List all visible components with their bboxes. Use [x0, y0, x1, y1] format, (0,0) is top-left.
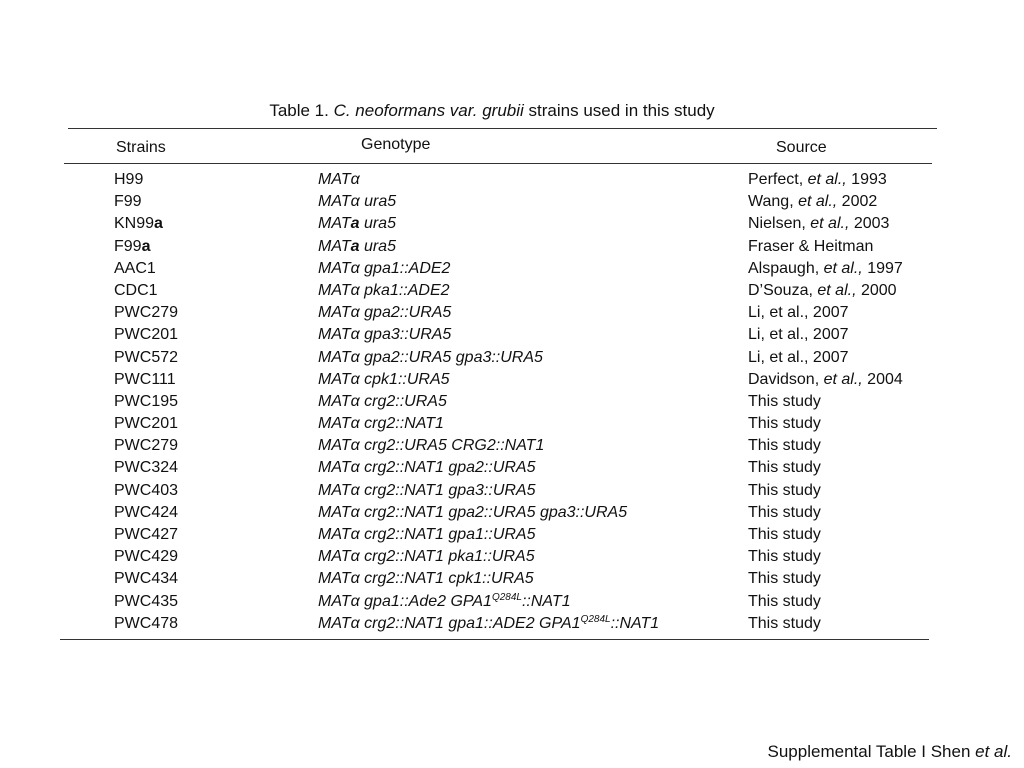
strain-cell — [114, 392, 178, 412]
genotype-superscript: Q284L — [580, 613, 611, 625]
genotype-text: MATα crg2::NAT1 gpa3::URA5 — [318, 481, 536, 499]
strain-table-body — [0, 170, 1024, 636]
table-row — [0, 214, 1024, 236]
footer-text: Supplemental Table I Shen — [767, 742, 976, 761]
source-author: Wang, — [748, 193, 799, 211]
table-row — [0, 170, 1024, 192]
strain-name: AAC1 — [114, 259, 156, 277]
genotype-text: MATα ura5 — [318, 193, 397, 211]
source-year: 2002 — [837, 193, 878, 211]
source-author: Nielsen, — [748, 215, 811, 233]
strain-name: PWC478 — [114, 614, 179, 632]
strain-mating-type: a — [154, 215, 163, 233]
strain-name: PWC434 — [114, 570, 179, 588]
strain-name: PWC279 — [114, 437, 179, 455]
source-cell — [748, 458, 821, 478]
strain-name: PWC572 — [114, 348, 179, 366]
genotype-text: MATα crg2::NAT1 gpa1::URA5 — [318, 526, 536, 543]
strain-name: CDC1 — [114, 281, 158, 299]
source-cell — [748, 192, 877, 212]
table-row — [0, 436, 1024, 458]
source-cell — [748, 259, 903, 279]
source-et-al: et al., — [807, 171, 847, 188]
source-cell — [748, 547, 821, 567]
genotype-superscript: Q284L — [491, 591, 522, 603]
genotype-text: MATα crg2::NAT1 gpa1::ADE2 GPA1 — [318, 614, 581, 632]
table-row — [0, 614, 1024, 636]
header-genotype: Genotype — [361, 136, 431, 153]
header-source: Source — [776, 139, 827, 156]
source-author: Perfect, — [748, 171, 808, 188]
source-author: This study — [748, 548, 821, 566]
table-caption — [0, 100, 1024, 122]
table-row — [0, 192, 1024, 214]
strain-name: PWC435 — [114, 592, 179, 610]
table-row — [0, 370, 1024, 392]
strain-cell — [114, 281, 158, 301]
source-author: This study — [748, 459, 821, 477]
genotype-cell — [318, 325, 451, 345]
strain-name: PWC195 — [114, 392, 179, 410]
table-row — [0, 303, 1024, 325]
source-cell — [748, 237, 873, 257]
strain-cell — [114, 259, 156, 279]
genotype-cell — [318, 569, 534, 589]
genotype-text: MAT — [318, 237, 351, 255]
strain-cell — [114, 503, 178, 523]
source-cell — [748, 481, 821, 501]
genotype-text: MAT — [318, 215, 351, 233]
source-cell — [748, 392, 821, 412]
bottom-rule — [60, 639, 929, 640]
genotype-cell — [318, 170, 360, 190]
strain-cell — [114, 614, 178, 634]
strain-name: PWC324 — [114, 459, 179, 477]
caption-suffix: strains used in this study — [523, 101, 715, 120]
strain-cell — [114, 170, 143, 190]
source-cell — [748, 614, 821, 634]
table-row — [0, 281, 1024, 303]
genotype-text: MATα crg2::URA5 — [318, 392, 447, 410]
strain-cell — [114, 481, 178, 501]
source-cell — [748, 170, 887, 190]
source-et-al: et al., — [810, 215, 850, 233]
genotype-text: MATα crg2::NAT1 cpk1::URA5 — [318, 570, 534, 588]
table-row — [0, 259, 1024, 281]
genotype-cell — [318, 481, 536, 501]
source-cell — [748, 436, 821, 456]
source-author: This study — [748, 614, 821, 632]
genotype-text: MATα crg2::NAT1 pka1::URA5 — [318, 548, 535, 566]
strain-cell — [114, 237, 150, 257]
source-et-al: et al., — [823, 370, 863, 388]
genotype-cell — [318, 192, 396, 212]
strain-name: PWC201 — [114, 326, 179, 344]
table-row — [0, 547, 1024, 569]
source-author: This study — [748, 503, 821, 521]
source-year: 2003 — [849, 215, 890, 233]
table-row — [0, 325, 1024, 347]
table-row — [0, 458, 1024, 480]
source-year: 1993 — [846, 171, 887, 188]
top-rule — [68, 128, 937, 129]
genotype-suffix: ura5 — [359, 215, 396, 233]
genotype-text: MATα cpk1::URA5 — [318, 370, 450, 388]
genotype-mating-type: a — [350, 215, 360, 233]
genotype-cell — [318, 592, 571, 612]
source-author: D’Souza, — [748, 281, 818, 299]
genotype-text: MATα crg2::NAT1 — [318, 415, 444, 433]
source-author: Alspaugh, — [748, 259, 824, 277]
genotype-suffix: ura5 — [359, 237, 396, 255]
genotype-text: MATα crg2::NAT1 gpa2::URA5 — [318, 459, 536, 477]
strain-cell — [114, 325, 178, 345]
genotype-text: MATα gpa2::URA5 — [318, 304, 452, 322]
strain-name: PWC429 — [114, 548, 179, 566]
header-rule — [64, 163, 932, 164]
source-year: 2000 — [856, 281, 897, 299]
strain-cell — [114, 592, 178, 612]
table-row — [0, 481, 1024, 503]
strain-name: F99 — [114, 193, 142, 211]
source-author: Li, et al., 2007 — [748, 326, 849, 344]
source-cell — [748, 303, 849, 323]
strain-cell — [114, 547, 178, 567]
table-row — [0, 392, 1024, 414]
genotype-suffix: ::NAT1 — [610, 614, 660, 632]
footer-italic: et al. — [975, 742, 1012, 761]
source-cell — [748, 525, 821, 545]
table-row — [0, 569, 1024, 591]
strain-name: PWC424 — [114, 503, 179, 521]
genotype-cell — [318, 458, 536, 478]
genotype-text: MATα crg2::NAT1 gpa2::URA5 gpa3::URA5 — [318, 503, 628, 521]
genotype-cell — [318, 392, 447, 412]
table-row — [0, 237, 1024, 259]
genotype-text: MATα crg2::URA5 CRG2::NAT1 — [318, 437, 545, 455]
table-row — [0, 348, 1024, 370]
strain-name: F99 — [114, 237, 142, 255]
genotype-text: MATα gpa1::ADE2 — [318, 259, 451, 277]
genotype-cell — [318, 237, 396, 257]
genotype-mating-type: a — [350, 237, 360, 255]
genotype-text: MATα pka1::ADE2 — [318, 281, 450, 299]
source-author: Davidson, — [748, 370, 824, 388]
strain-cell — [114, 569, 178, 589]
source-cell — [748, 325, 849, 345]
genotype-cell — [318, 259, 450, 279]
genotype-suffix: ::NAT1 — [521, 592, 571, 610]
source-author: This study — [748, 392, 821, 410]
source-cell — [748, 348, 849, 368]
strain-cell — [114, 525, 178, 545]
genotype-cell — [318, 525, 536, 545]
strain-mating-type: a — [141, 237, 151, 255]
strain-cell — [114, 192, 142, 212]
source-et-al: et al., — [798, 193, 838, 211]
table-row — [0, 592, 1024, 614]
source-author: Li, et al., 2007 — [748, 348, 849, 366]
strain-name: H99 — [114, 171, 144, 188]
genotype-cell — [318, 370, 450, 390]
genotype-cell — [318, 281, 450, 301]
header-strains: Strains — [116, 139, 166, 156]
strain-cell — [114, 458, 178, 478]
source-cell — [748, 281, 897, 301]
strain-name: PWC403 — [114, 481, 179, 499]
strain-cell — [114, 214, 163, 234]
source-cell — [748, 370, 903, 390]
source-author: This study — [748, 526, 821, 543]
source-et-al: et al., — [823, 259, 863, 277]
caption-prefix: Table 1. — [269, 101, 334, 120]
caption-species: C. neoformans var. grubii — [333, 101, 524, 120]
source-cell — [748, 569, 821, 589]
strain-cell — [114, 348, 178, 368]
strain-cell — [114, 303, 178, 323]
source-year: 2004 — [862, 370, 903, 388]
genotype-cell — [318, 436, 544, 456]
source-cell — [748, 592, 821, 612]
strain-name: KN99 — [114, 215, 155, 233]
genotype-cell — [318, 414, 444, 434]
source-author: This study — [748, 437, 821, 455]
source-author: Fraser & Heitman — [748, 237, 874, 255]
genotype-text: MATα gpa1::Ade2 GPA1 — [318, 592, 492, 610]
source-cell — [748, 503, 821, 523]
genotype-cell — [318, 547, 535, 567]
genotype-cell — [318, 348, 543, 368]
genotype-text: MATα gpa3::URA5 — [318, 326, 452, 344]
source-cell — [748, 414, 821, 434]
strain-name: PWC427 — [114, 526, 179, 543]
source-year: 1997 — [862, 259, 903, 277]
source-author: This study — [748, 570, 821, 588]
genotype-cell — [318, 503, 627, 523]
genotype-cell — [318, 214, 396, 234]
genotype-text: MATα — [318, 171, 360, 188]
source-author: This study — [748, 415, 821, 433]
genotype-cell — [318, 303, 451, 323]
strain-name: PWC279 — [114, 304, 179, 322]
genotype-text: MATα gpa2::URA5 gpa3::URA5 — [318, 348, 543, 366]
strain-cell — [114, 436, 178, 456]
table-row — [0, 503, 1024, 525]
source-cell — [748, 214, 889, 234]
table-row — [0, 525, 1024, 547]
strain-name: PWC111 — [114, 370, 176, 388]
strain-name: PWC201 — [114, 415, 179, 433]
strain-cell — [114, 414, 178, 434]
supplemental-footer — [768, 741, 1012, 763]
source-author: This study — [748, 592, 821, 610]
source-et-al: et al., — [817, 281, 857, 299]
table-row — [0, 414, 1024, 436]
genotype-cell — [318, 614, 659, 634]
strain-cell — [114, 370, 176, 390]
source-author: Li, et al., 2007 — [748, 304, 849, 322]
source-author: This study — [748, 481, 821, 499]
